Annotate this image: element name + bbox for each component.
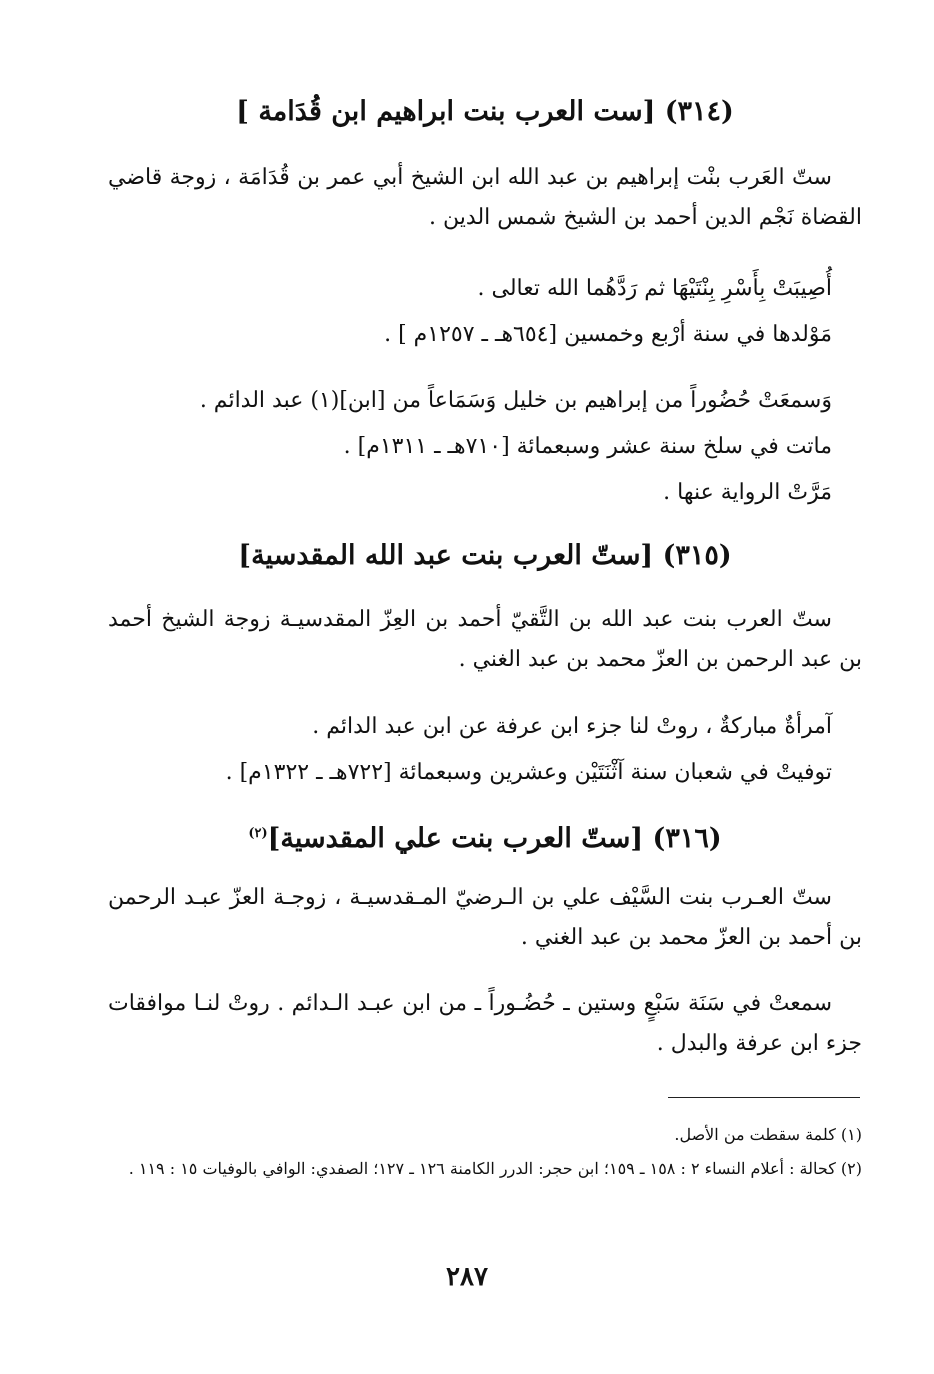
entry-314-line-3: وَسمعَتْ حُضُوراً من إبراهيم بن خليل وَسَمَاعاً من [ابن](١) عبد الدائم . (199, 388, 832, 413)
page-number: ٢٨٧ (446, 1262, 488, 1292)
entry-314-line-5: مَرَّتْ الرواية عنها . (663, 480, 832, 505)
entry-314-body (108, 158, 862, 238)
entry-315-line-2: توفيتْ في شعبان سنة آثْنَتَيْن وعشرين وسبعمائة [٧٢٢هـ ـ ١٣٢٢م] . (225, 760, 832, 785)
footnote-2: (٢) كحالة : أعلام النساء ٢ : ١٥٨ ـ ١٥٩؛ ابن حجر: الدرر الكامنة ١٢٦ ـ ١٢٧؛ الصفدي: الوافي بالوفيات ١٥ : ١١٩ . (128, 1159, 862, 1178)
entry-315-heading: (٣١٥) [ستّ العرب بنت عبد الله المقدسية] (238, 540, 732, 571)
entry-315-intro: ستّ العرب بنت عبد الله بن التَّقيّ أحمد بن العِزّ المقدسيـة زوجة الشيخ أحمد بن عبد الرحمن بن العزّ محمد بن عبد الغني . (108, 607, 862, 672)
entry-316-heading: (٣١٦) [ستّ العرب بنت علي المقدسية] (267, 823, 722, 854)
footnote-ref-2: (٢) (248, 826, 268, 841)
entry-314-line-2: مَوْلدها في سنة أرْبع وخمسين [٦٥٤هـ ـ ١٢٥٧م ] . (384, 322, 832, 347)
entry-314-line-4: ماتت في سلخ سنة عشر وسبعمائة [٧١٠هـ ـ ١٣١١م] . (343, 434, 832, 459)
entry-316-heading-wrap (108, 814, 862, 859)
footnote-separator (668, 1097, 860, 1098)
entry-315-lines (108, 704, 862, 796)
entry-315-line-1: آمرأةٌ مباركةٌ ، روتْ لنا جزء ابن عرفة عن ابن عبد الدائم . (312, 714, 832, 739)
footnote-1: (١) كلمة سقطت من الأصل. (674, 1125, 862, 1144)
entry-315-body (108, 600, 862, 680)
entry-316-body (108, 878, 862, 958)
entry-314-intro: ستّ العَرب بنْت إبراهيم بن عبد الله ابن الشيخ أبي عمر بن قُدَامَة ، زوجة قاضي القضاة نَجْم الدين أحمد بن الشيخ شمس الدين . (108, 165, 862, 230)
entry-316-paragraph-2: سمعتْ في سَنَة سَبْعٍ وستين ـ حُضُـوراً ـ من ابن عبـد الـدائم . روتْ لنـا موافقات جزء ابن عرفة والبدل . (108, 991, 862, 1056)
entry-314-line-1: أُصِيبَتْ بِأَسْرِ بِنْتَيْهَا ثم رَدَّهُما الله تعالى . (477, 276, 832, 301)
entry-314-heading: (٣١٤) [ست العرب بنت ابراهيم ابن قُدَامة ] (236, 96, 734, 127)
entry-314-lines-b (108, 378, 862, 516)
entry-316-body-2 (108, 984, 862, 1064)
entry-314-lines (108, 266, 862, 358)
entry-316-intro: ستّ العـرب بنت السَّيْف علي بن الـرضيّ المـقدسيـة ، زوجـة العزّ عبـد الرحمن بن أحمد بن العزّ محمد بن عبد الغني . (108, 885, 862, 950)
